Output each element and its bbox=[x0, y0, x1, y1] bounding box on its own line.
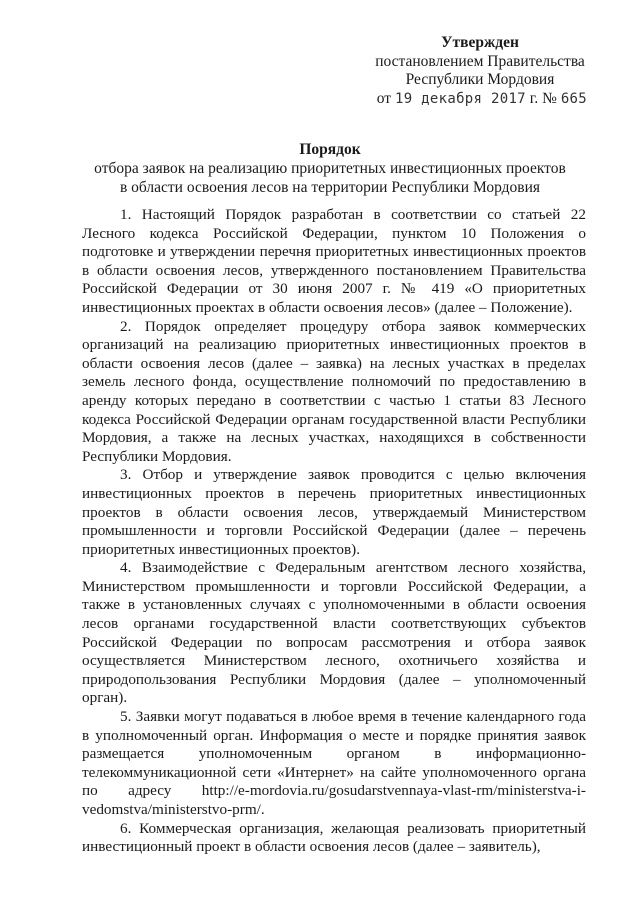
document-number: 665 bbox=[560, 90, 587, 107]
paragraph-1: 1. Настоящий Порядок разработан в соответствии со статьей 22 Лесного кодекса Российской Федерации, пунктом 10 Положения о подготовке и утверждении перечня приоритетных инвестиционных проектов в области освоения лесов, утвержденного постановлением Правительства Российской Федерации от 30 июня 2007 г. № 419 «О приоритетных инвестиционных проектах в области освоения лесов» (далее – Положение). bbox=[82, 206, 586, 316]
approval-block bbox=[355, 34, 605, 108]
date-year-suffix: г. № bbox=[529, 89, 557, 107]
document-title: Порядок bbox=[299, 141, 361, 158]
paragraph-2: 2. Порядок определяет процедуру отбора заявок коммерческих организаций на реализацию приоритетных инвестиционных проектов в области освоения лесов (далее – заявка) на лесных участках в пределах земель лесного фонда, осуществление полномочий по предоставлению в аренду которых передано в соответствии с частью 1 статьи 83 Лесного кодекса Российской Федерации органам государственной власти Республики Мордовия, а также на лесных участках, находящихся в собственности Республики Мордовия. bbox=[82, 317, 586, 465]
document-body bbox=[82, 206, 586, 857]
paragraph-6: 6. Коммерческая организация, желающая реализовать приоритетный инвестиционный проект в области освоения лесов (далее – заявитель), bbox=[82, 819, 586, 856]
date-prefix: от bbox=[376, 89, 392, 107]
title-block bbox=[60, 140, 600, 197]
approval-date-line bbox=[355, 90, 605, 109]
title-line-2: в области освоения лесов на территории Республики Мордовия bbox=[119, 179, 541, 196]
paragraph-5: 5. Заявки могут подаваться в любое время в течение календарного года в уполномоченный орган. Информация о месте и порядке принятия заявок размещается уполномоченным органом в информационно-телекоммуникационной сети «Интернет» на сайте уполномоченного органа по адресу http://e-mordovia.ru/gosudarstvennaya-vlast-rm/ministerstva-i-vedomstva/ministerstvo-prm/. bbox=[82, 708, 586, 818]
title-line-1: отбора заявок на реализацию приоритетных инвестиционных проектов bbox=[94, 160, 566, 177]
paragraph-3: 3. Отбор и утверждение заявок проводится с целью включения инвестиционных проектов в перечень приоритетных инвестиционных проектов в области освоения лесов, утверждаемый Министерством промышленности и торговли Российской Федерации (далее – перечень приоритетных инвестиционных проектов). bbox=[82, 466, 586, 558]
approval-line-2: Республики Мордовия bbox=[405, 71, 555, 88]
date-value: 19 декабря 2017 bbox=[394, 90, 526, 107]
paragraph-4: 4. Взаимодействие с Федеральным агентством лесного хозяйства, Министерством промышленности и торговли Российской Федерации, а также в установленных случаях с уполномоченными в области освоения лесов органами государственной власти соответствующих субъектов Российской Федерации по вопросам рассмотрения и отбора заявок осуществляется Министерством лесного, охотничьего хозяйства и природопользования Республики Мордовия (далее – уполномоченный орган). bbox=[82, 559, 586, 707]
approval-line-1: постановлением Правительства bbox=[375, 52, 585, 70]
approval-heading: Утвержден bbox=[441, 34, 519, 51]
